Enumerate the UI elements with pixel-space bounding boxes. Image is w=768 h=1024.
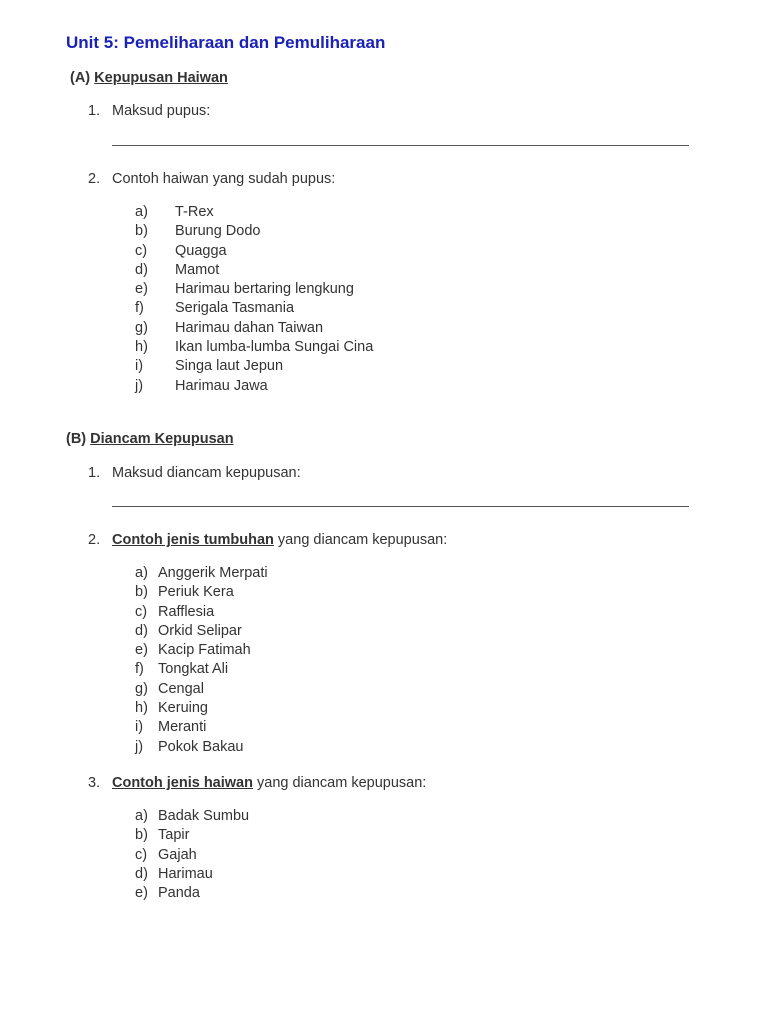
list-item-text: Gajah	[158, 846, 197, 863]
page-title: Unit 5: Pemeliharaan dan Pemuliharaan	[66, 33, 386, 52]
section-b-title: Diancam Kepupusan	[90, 431, 234, 447]
list-marker: b)	[135, 223, 148, 240]
list-item-text: Serigala Tasmania	[175, 300, 295, 317]
list-item-text: Quagga	[175, 242, 227, 259]
list-marker: i)	[135, 719, 144, 736]
list-marker: d)	[135, 622, 148, 639]
list-item-text: Harimau dahan Taiwan	[175, 319, 324, 336]
list-marker: g)	[135, 680, 148, 697]
list-item-text: Meranti	[158, 719, 207, 736]
list-item-text: Periuk Kera	[158, 584, 234, 601]
list-item-text: Rafflesia	[158, 603, 215, 620]
list-marker: f)	[135, 300, 144, 317]
list-item-text: Tapir	[158, 827, 190, 844]
list-item-text: Harimau bertaring lengkung	[175, 281, 354, 298]
section-b-heading	[66, 431, 234, 447]
list-marker: h)	[135, 700, 148, 717]
question-number: 2.	[88, 171, 101, 187]
list-marker: e)	[135, 281, 148, 298]
list-marker: a)	[135, 565, 148, 581]
question-rest: yang diancam kepupusan:	[252, 775, 427, 791]
list-item-text: Burung Dodo	[175, 223, 261, 240]
list-item-text: Pokok Bakau	[158, 738, 244, 755]
list-item-text: Mamot	[175, 261, 220, 278]
section-a-question-2	[88, 171, 688, 191]
list-marker: b)	[135, 827, 148, 844]
list-marker: a)	[135, 808, 148, 824]
list-marker: i)	[135, 358, 144, 375]
question-text: Contoh haiwan yang sudah pupus:	[112, 171, 336, 187]
list-item-text: Harimau Jawa	[175, 377, 268, 394]
list-marker: j)	[135, 377, 144, 394]
question-emphasis: Contoh jenis tumbuhan	[112, 532, 274, 548]
question-text: Maksud pupus:	[112, 103, 211, 119]
list-marker: a)	[135, 204, 148, 220]
list-marker: c)	[135, 603, 148, 620]
question-number: 3.	[88, 775, 101, 791]
question-number: 1.	[88, 103, 101, 119]
section-b-prefix: (B)	[66, 431, 87, 447]
answer-line	[112, 145, 689, 146]
list-item-text: T-Rex	[175, 204, 214, 220]
list-marker: e)	[135, 885, 148, 902]
list-marker: d)	[135, 865, 148, 882]
question-number: 2.	[88, 532, 101, 548]
question-number: 1.	[88, 465, 101, 481]
list-item-text: Orkid Selipar	[158, 622, 242, 639]
list-item-text: Harimau	[158, 865, 213, 882]
section-a-heading	[70, 70, 228, 86]
list-marker: c)	[135, 242, 148, 259]
section-b-question-1	[88, 465, 688, 485]
list-marker: f)	[135, 661, 144, 678]
section-a-title: Kepupusan Haiwan	[94, 70, 228, 86]
list-marker: d)	[135, 261, 148, 278]
list-item-text: Cengal	[158, 680, 204, 697]
list-item-text: Tongkat Ali	[158, 661, 229, 678]
list-marker: g)	[135, 319, 148, 336]
section-b-question-2	[88, 532, 688, 552]
list-item-text: Keruing	[158, 700, 208, 717]
list-item-text: Kacip Fatimah	[158, 642, 251, 659]
list-marker: b)	[135, 584, 148, 601]
list-marker: j)	[135, 738, 144, 755]
list-marker: c)	[135, 846, 148, 863]
question-rest: yang diancam kepupusan:	[273, 532, 448, 548]
section-b-question-3	[88, 775, 688, 795]
question-text	[112, 532, 447, 548]
list-item-text: Anggerik Merpati	[158, 565, 268, 581]
list-item-text: Badak Sumbu	[158, 808, 250, 824]
list-marker: h)	[135, 339, 148, 356]
list-item-text: Panda	[158, 885, 200, 902]
question-text: Maksud diancam kepupusan:	[112, 465, 301, 481]
question-text	[112, 775, 426, 791]
section-a-question-1	[88, 103, 688, 123]
section-a-prefix: (A)	[70, 70, 91, 86]
question-emphasis: Contoh jenis haiwan	[112, 775, 253, 791]
list-marker: e)	[135, 642, 148, 659]
answer-line	[112, 506, 689, 507]
list-item-text: Singa laut Jepun	[175, 358, 284, 375]
list-item-text: Ikan lumba-lumba Sungai Cina	[175, 339, 374, 356]
